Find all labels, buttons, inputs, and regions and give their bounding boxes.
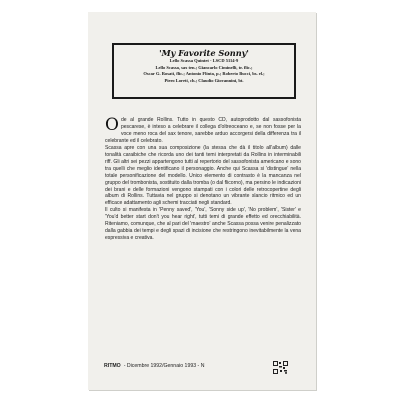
magazine-name: RITMO bbox=[104, 363, 121, 369]
paragraph-1 bbox=[105, 117, 301, 145]
review-header-box bbox=[112, 43, 296, 99]
review-title: 'My Favorite Sonny' bbox=[159, 48, 249, 58]
magazine-page bbox=[88, 12, 316, 390]
personnel-credit: Lello Scassa, sax ten.; Giancarlo Ciminelli, tr. flic.; bbox=[155, 64, 253, 70]
qr-code-icon bbox=[273, 361, 288, 374]
drop-cap: O bbox=[105, 115, 119, 135]
personnel-credit: Piero Loreti, ch.; Claudio Giovannini, bt. bbox=[164, 77, 244, 83]
review-body bbox=[105, 117, 301, 242]
paragraph-text: de al grande Rollins. Tutto in questo CD, autoprodotto dal sassofonista pescarese, è inteso a celebrare il collega d'oltreoceano e, se non fosse per la voce meno roca del sax tenore, sarebbe arduo accorgersi della differenza tra il celebrante ed il celebrato. bbox=[105, 117, 301, 144]
issue-date: - Dicembre 1992/Gennaio 1993 - N bbox=[123, 363, 205, 369]
page-footer bbox=[104, 363, 204, 370]
paragraph-3: Il culto si manifesta in 'Penny saved', 'You', 'Sonny side up', 'No problem', 'Sister' e 'You'd better start don't you hear right', tutti temi di grande effetto ed orecchiabilità. Riteniamo, comunque, che al pari del 'maestro' anche Scassa possa venire penalizzato dalla gabbia dei tempi e degli spazi di incisione che restringono inevitabilmente la vena espressiva e creativa. bbox=[105, 207, 301, 242]
album-credit: Lello Scassa Quintet - LSCD 5114-9 bbox=[169, 58, 239, 63]
personnel-credit: Oscar G. Rosati, flic.; Antonio Flinta, p.; Roberto Bucci, bs. el.; bbox=[143, 71, 265, 77]
paragraph-2: Scassa apre con una sua composizione (la stessa che dà il titolo all'album) dalle tonalità caraibiche che ricorda uno dei tanti temi interpretati da Rollins in interminabili riff. Gli altri sei pezzi appartengono tutti al repertorio del sassofonista americano e sono tra quelli che meglio identificano il personaggio. Anche qui Scassa si 'distingue' nella totale personificazione del modello. Unico elemento di contrasto è la mancanza nel gruppo del trombonista, sostituito dalla tromba (o dal flicorno), ma persino le indicazioni dei brani e delle formazioni vengono stampati con i colori delle retrocopertine degli album di Rollins. Tuttavia nel gruppo si denotano un vibrante slancio ritmico ed un efficace adattamento agli schemi tracciati negli standard. bbox=[105, 144, 301, 207]
